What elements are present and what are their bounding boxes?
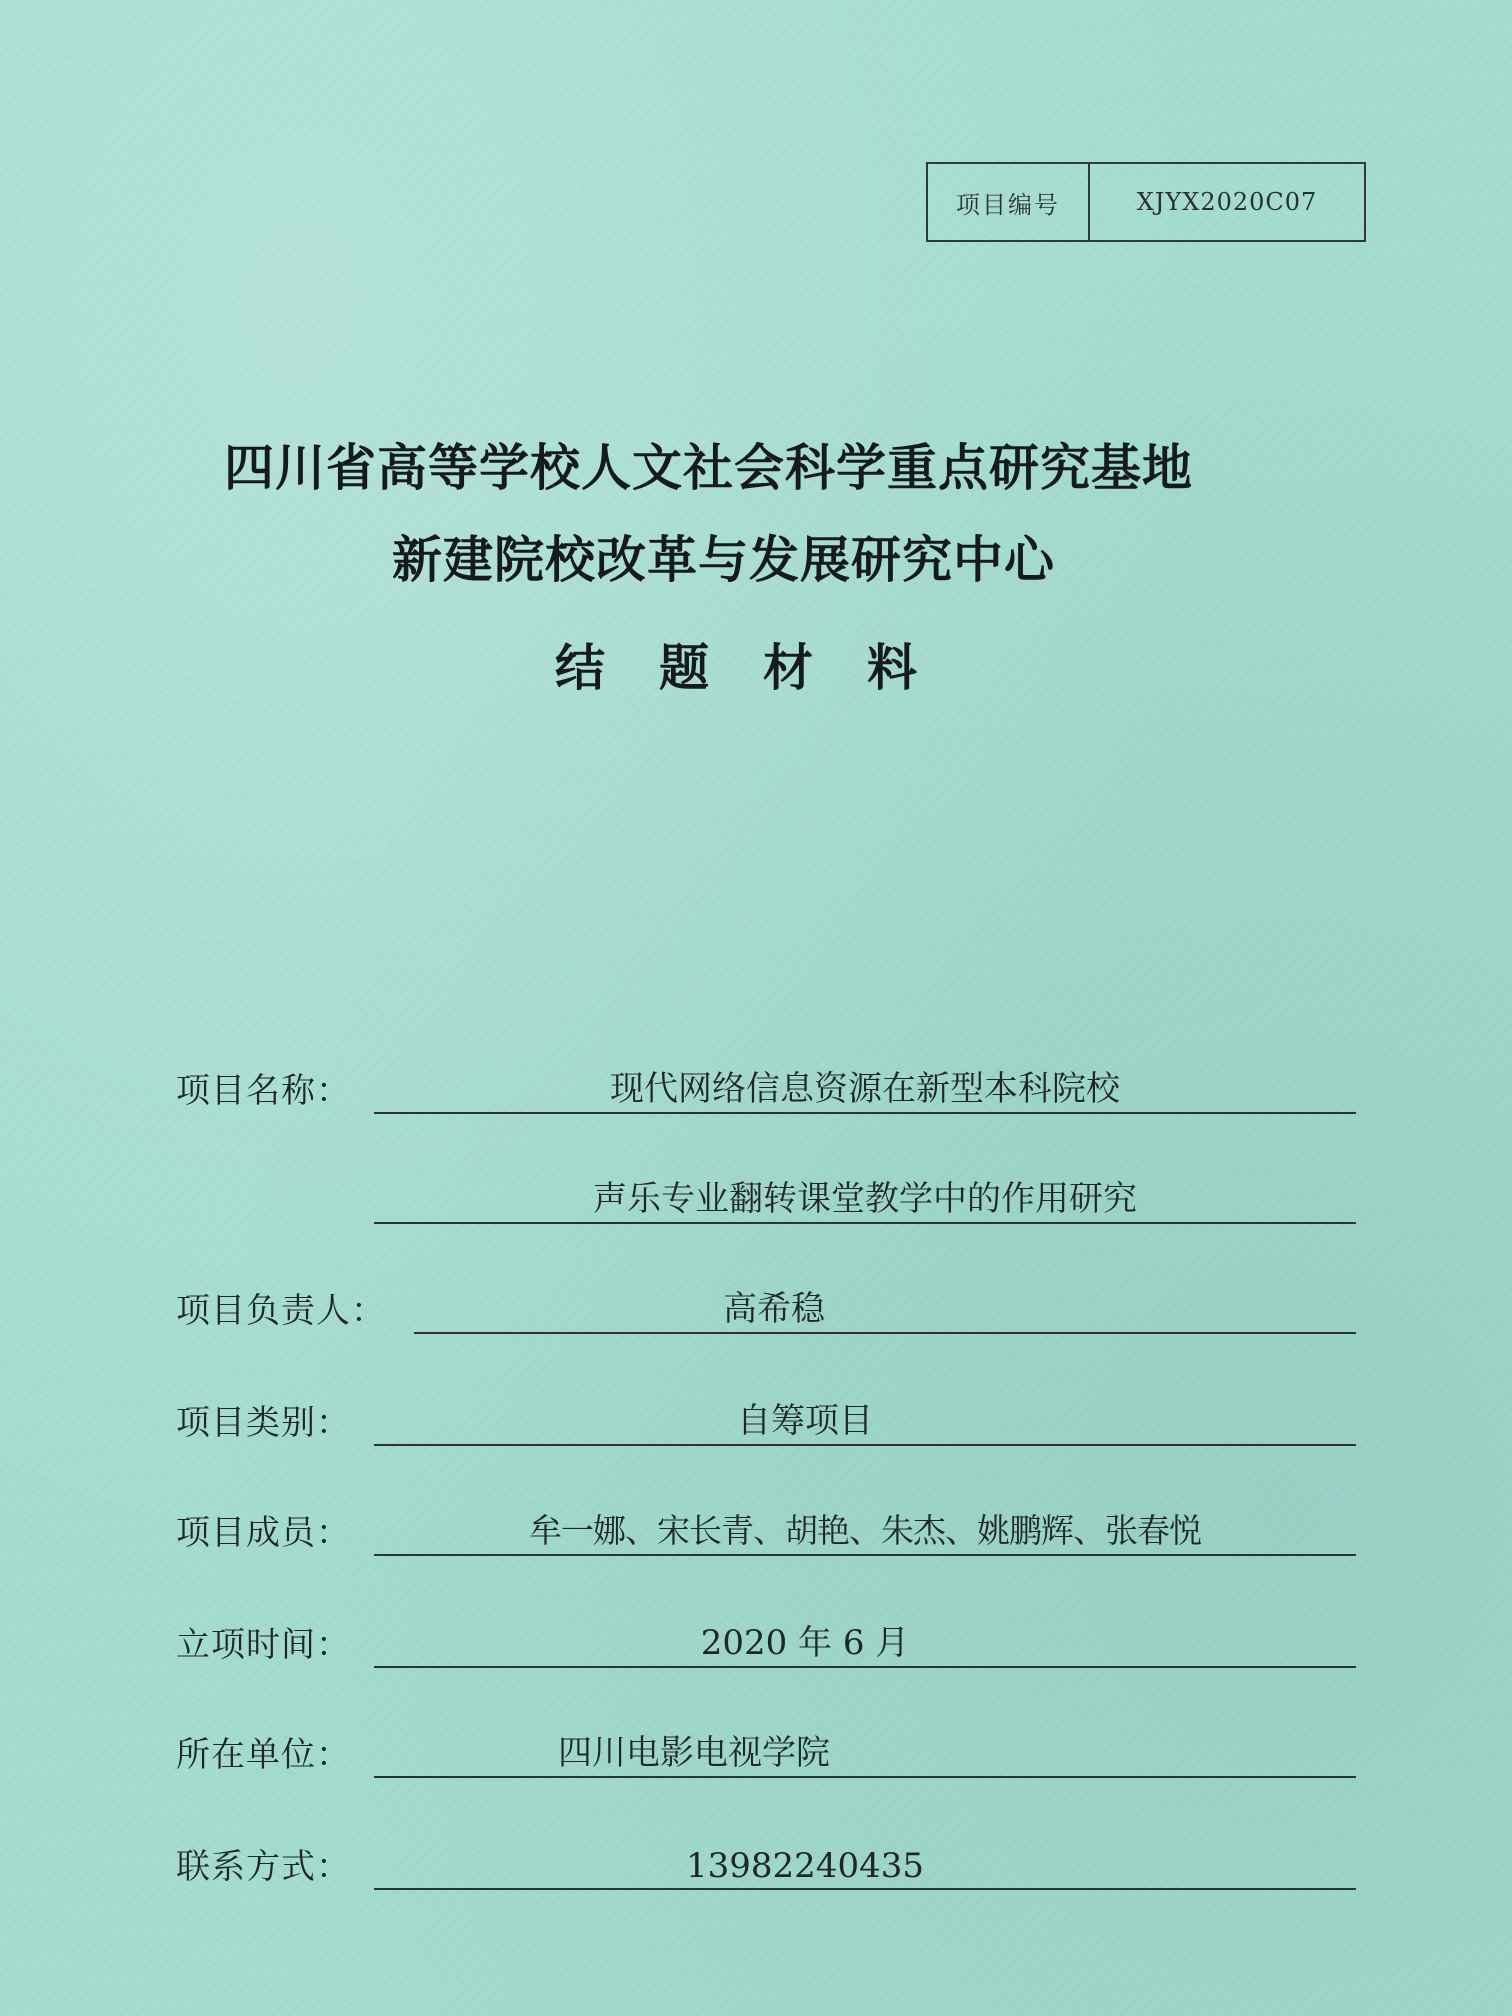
category-value: 自筹项目 <box>737 1401 873 1441</box>
members-underline <box>374 1554 1356 1556</box>
header-line-2: 新建院校改革与发展研究中心 <box>392 531 1055 589</box>
members-label: 项目成员： <box>176 1513 351 1553</box>
leader-underline <box>414 1332 1356 1334</box>
members-value: 牟一娜、宋长青、胡艳、朱杰、姚鹏辉、张春悦 <box>529 1511 1201 1550</box>
header-line-1: 四川省高等学校人文社会科学重点研究基地 <box>224 439 1193 497</box>
unit-label: 所在单位： <box>176 1735 351 1775</box>
approval-date-underline <box>374 1666 1356 1668</box>
unit-underline <box>374 1776 1356 1778</box>
field-leader <box>176 1278 1356 1338</box>
contact-value: 13982240435 <box>686 1846 924 1886</box>
contact-underline <box>374 1888 1356 1890</box>
project-number-label: 项目编号 <box>928 164 1090 240</box>
project-name-value-2: 声乐专业翻转课堂教学中的作用研究 <box>593 1179 1137 1219</box>
category-label: 项目类别： <box>176 1403 351 1443</box>
approval-date-value: 2020 年 6 月 <box>700 1623 910 1663</box>
leader-value: 高希稳 <box>723 1289 825 1329</box>
project-number-value: XJYX2020C07 <box>1136 188 1318 216</box>
field-project-name <box>176 1058 1356 1118</box>
document-title: 结题材料 <box>555 639 971 697</box>
category-underline <box>374 1444 1356 1446</box>
project-number-box <box>926 162 1366 242</box>
field-unit <box>176 1722 1356 1782</box>
field-category <box>176 1390 1356 1450</box>
field-project-name-cont <box>176 1168 1356 1228</box>
unit-value: 四川电影电视学院 <box>558 1733 830 1773</box>
leader-label: 项目负责人： <box>176 1291 386 1331</box>
project-name-underline <box>374 1112 1356 1114</box>
project-name-underline-2 <box>374 1222 1356 1224</box>
approval-date-label: 立项时间： <box>176 1625 351 1665</box>
project-name-label: 项目名称： <box>176 1071 351 1111</box>
project-name-value-1: 现代网络信息资源在新型本科院校 <box>610 1069 1120 1109</box>
field-members <box>176 1500 1356 1560</box>
contact-label: 联系方式： <box>176 1847 351 1887</box>
field-approval-date <box>176 1612 1356 1672</box>
field-contact <box>176 1834 1356 1894</box>
